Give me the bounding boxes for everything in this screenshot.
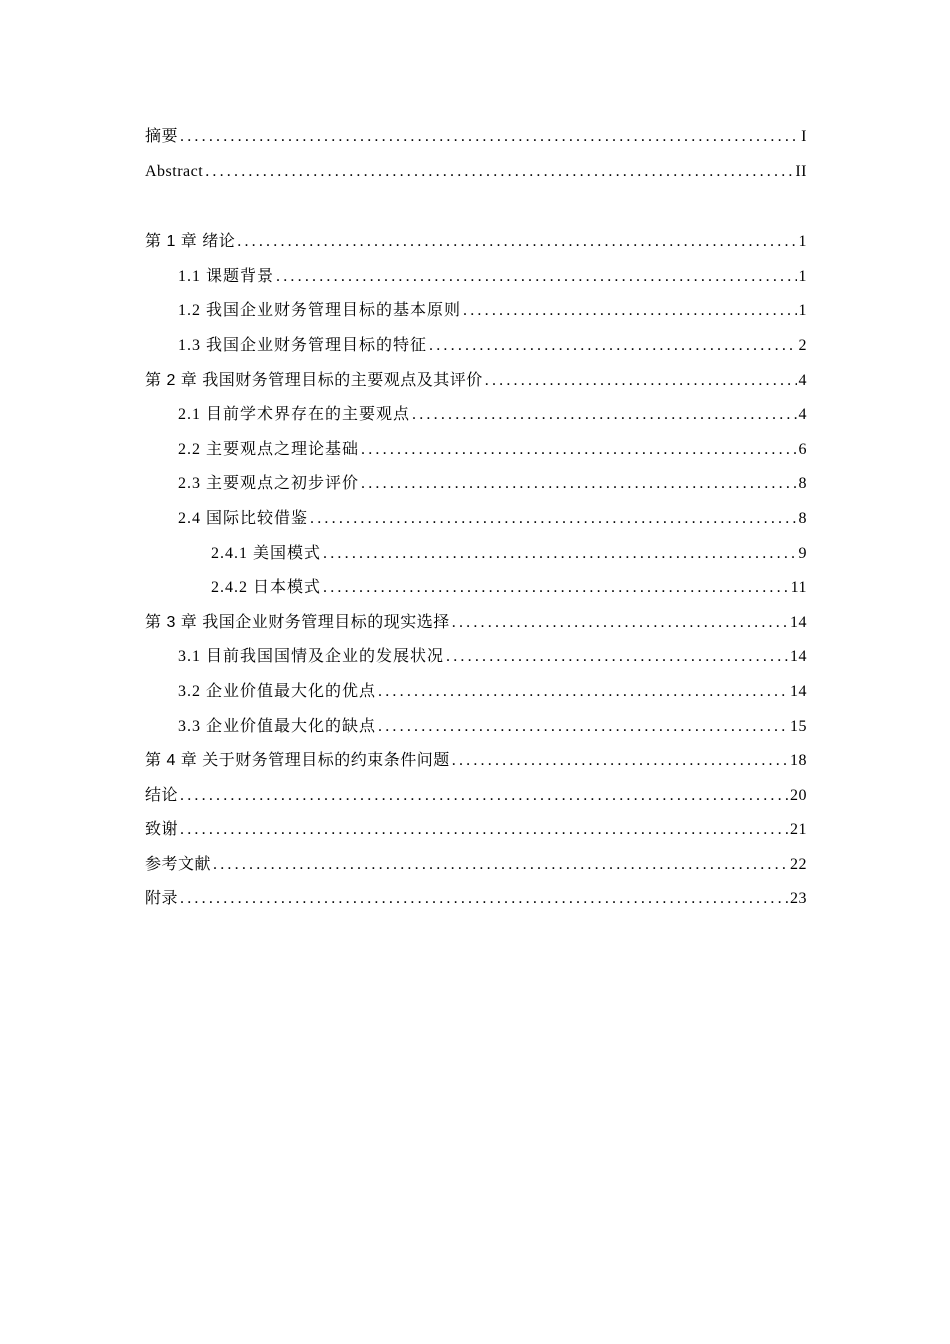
toc-dot-leader	[213, 848, 788, 883]
toc-entry-section[interactable]	[145, 502, 807, 537]
toc-entry-title: 3.1 目前我国国情及企业的发展状况	[178, 648, 445, 666]
toc-page-number: 1	[798, 267, 807, 285]
toc-entry-title: 2.3 主要观点之初步评价	[178, 475, 360, 493]
toc-dot-leader	[429, 329, 796, 364]
toc-entry-title: 1.3 我国企业财务管理目标的特征	[178, 336, 428, 354]
toc-entry-chapter[interactable]	[145, 779, 807, 814]
toc-dot-leader	[361, 433, 796, 468]
toc-page-number: 21	[790, 821, 807, 839]
toc-entry-subsection[interactable]	[145, 571, 807, 606]
toc-entry-abstract-en[interactable]	[145, 155, 807, 190]
toc-main-entries	[145, 225, 807, 917]
toc-entry-title: Abstract	[145, 162, 204, 180]
toc-entry-title: 第 4 章 关于财务管理目标的约束条件问题	[145, 752, 450, 770]
toc-dot-leader	[205, 155, 793, 190]
toc-dot-leader	[323, 537, 796, 572]
toc-entry-chapter[interactable]	[145, 813, 807, 848]
toc-dot-leader	[323, 571, 789, 606]
toc-entry-title: 第 2 章 我国财务管理目标的主要观点及其评价	[145, 371, 483, 389]
toc-page-number: 4	[798, 371, 807, 389]
toc-entry-chapter[interactable]	[145, 848, 807, 883]
toc-dot-leader	[361, 467, 796, 502]
toc-entry-section[interactable]	[145, 467, 807, 502]
toc-dot-leader	[378, 710, 788, 745]
toc-entry-chapter[interactable]	[145, 364, 807, 399]
toc-entry-title: 2.1 目前学术界存在的主要观点	[178, 406, 411, 424]
toc-page-number: 8	[798, 475, 807, 493]
toc-page-number: 6	[798, 440, 807, 458]
toc-entry-title: 第 3 章 我国企业财务管理目标的现实选择	[145, 613, 450, 631]
toc-entry-title: 1.1 课题背景	[178, 267, 275, 285]
toc-entry-chapter[interactable]	[145, 225, 807, 260]
toc-entry-title: 结论	[145, 786, 179, 804]
toc-entry-chapter[interactable]	[145, 882, 807, 917]
toc-page-number: II	[795, 162, 807, 180]
toc-dot-leader	[463, 294, 796, 329]
toc-dot-leader	[180, 120, 799, 155]
toc-page-number: 1	[798, 233, 807, 251]
toc-page-number: 2	[798, 336, 807, 354]
toc-dot-leader	[378, 675, 788, 710]
toc-dot-leader	[446, 640, 788, 675]
toc-dot-leader	[180, 882, 788, 917]
toc-page-number: 8	[798, 509, 807, 527]
toc-dot-leader	[237, 225, 796, 260]
toc-page-number: 14	[790, 682, 807, 700]
toc-entry-title: 2.4.2 日本模式	[211, 579, 322, 597]
toc-entry-chapter[interactable]	[145, 744, 807, 779]
toc-entry-title: 2.4 国际比较借鉴	[178, 509, 309, 527]
toc-dot-leader	[310, 502, 796, 537]
toc-entry-title: 3.2 企业价值最大化的优点	[178, 682, 377, 700]
toc-entry-section[interactable]	[145, 433, 807, 468]
toc-entry-title: 参考文献	[145, 855, 212, 873]
toc-page-number: 11	[790, 579, 807, 597]
toc-entry-title: 第 1 章 绪论	[145, 233, 236, 251]
toc-dot-leader	[452, 606, 788, 641]
table-of-contents	[145, 120, 807, 917]
toc-page-number: 18	[790, 752, 807, 770]
toc-entry-abstract-cn[interactable]	[145, 120, 807, 155]
toc-entry-title: 3.3 企业价值最大化的缺点	[178, 717, 377, 735]
toc-dot-leader	[485, 364, 797, 399]
toc-page-number: 1	[798, 302, 807, 320]
toc-entry-title: 摘要	[145, 128, 179, 145]
section-gap	[145, 189, 807, 225]
toc-page-number: 23	[790, 890, 807, 908]
toc-dot-leader	[180, 779, 788, 814]
toc-entry-title: 致谢	[145, 821, 179, 839]
toc-entry-section[interactable]	[145, 329, 807, 364]
toc-dot-leader	[180, 813, 788, 848]
toc-entry-title: 1.2 我国企业财务管理目标的基本原则	[178, 302, 462, 320]
toc-entry-section[interactable]	[145, 398, 807, 433]
toc-page-number: 14	[790, 613, 807, 631]
toc-page-number: 15	[790, 717, 807, 735]
toc-page-number: 22	[790, 855, 807, 873]
toc-entry-section[interactable]	[145, 640, 807, 675]
toc-entry-section[interactable]	[145, 294, 807, 329]
toc-dot-leader	[452, 744, 788, 779]
toc-entry-title: 2.4.1 美国模式	[211, 544, 322, 562]
toc-entry-section[interactable]	[145, 675, 807, 710]
toc-page-number: 20	[790, 786, 807, 804]
toc-page-number: 14	[790, 648, 807, 666]
toc-page-number: 4	[798, 406, 807, 424]
toc-page-number: 9	[798, 544, 807, 562]
toc-page-number: I	[801, 128, 807, 145]
toc-dot-leader	[276, 260, 796, 295]
toc-entry-section[interactable]	[145, 710, 807, 745]
toc-entry-title: 附录	[145, 890, 179, 908]
toc-entry-title: 2.2 主要观点之理论基础	[178, 440, 360, 458]
toc-entry-section[interactable]	[145, 260, 807, 295]
toc-entry-subsection[interactable]	[145, 537, 807, 572]
toc-dot-leader	[412, 398, 796, 433]
toc-entry-chapter[interactable]	[145, 606, 807, 641]
